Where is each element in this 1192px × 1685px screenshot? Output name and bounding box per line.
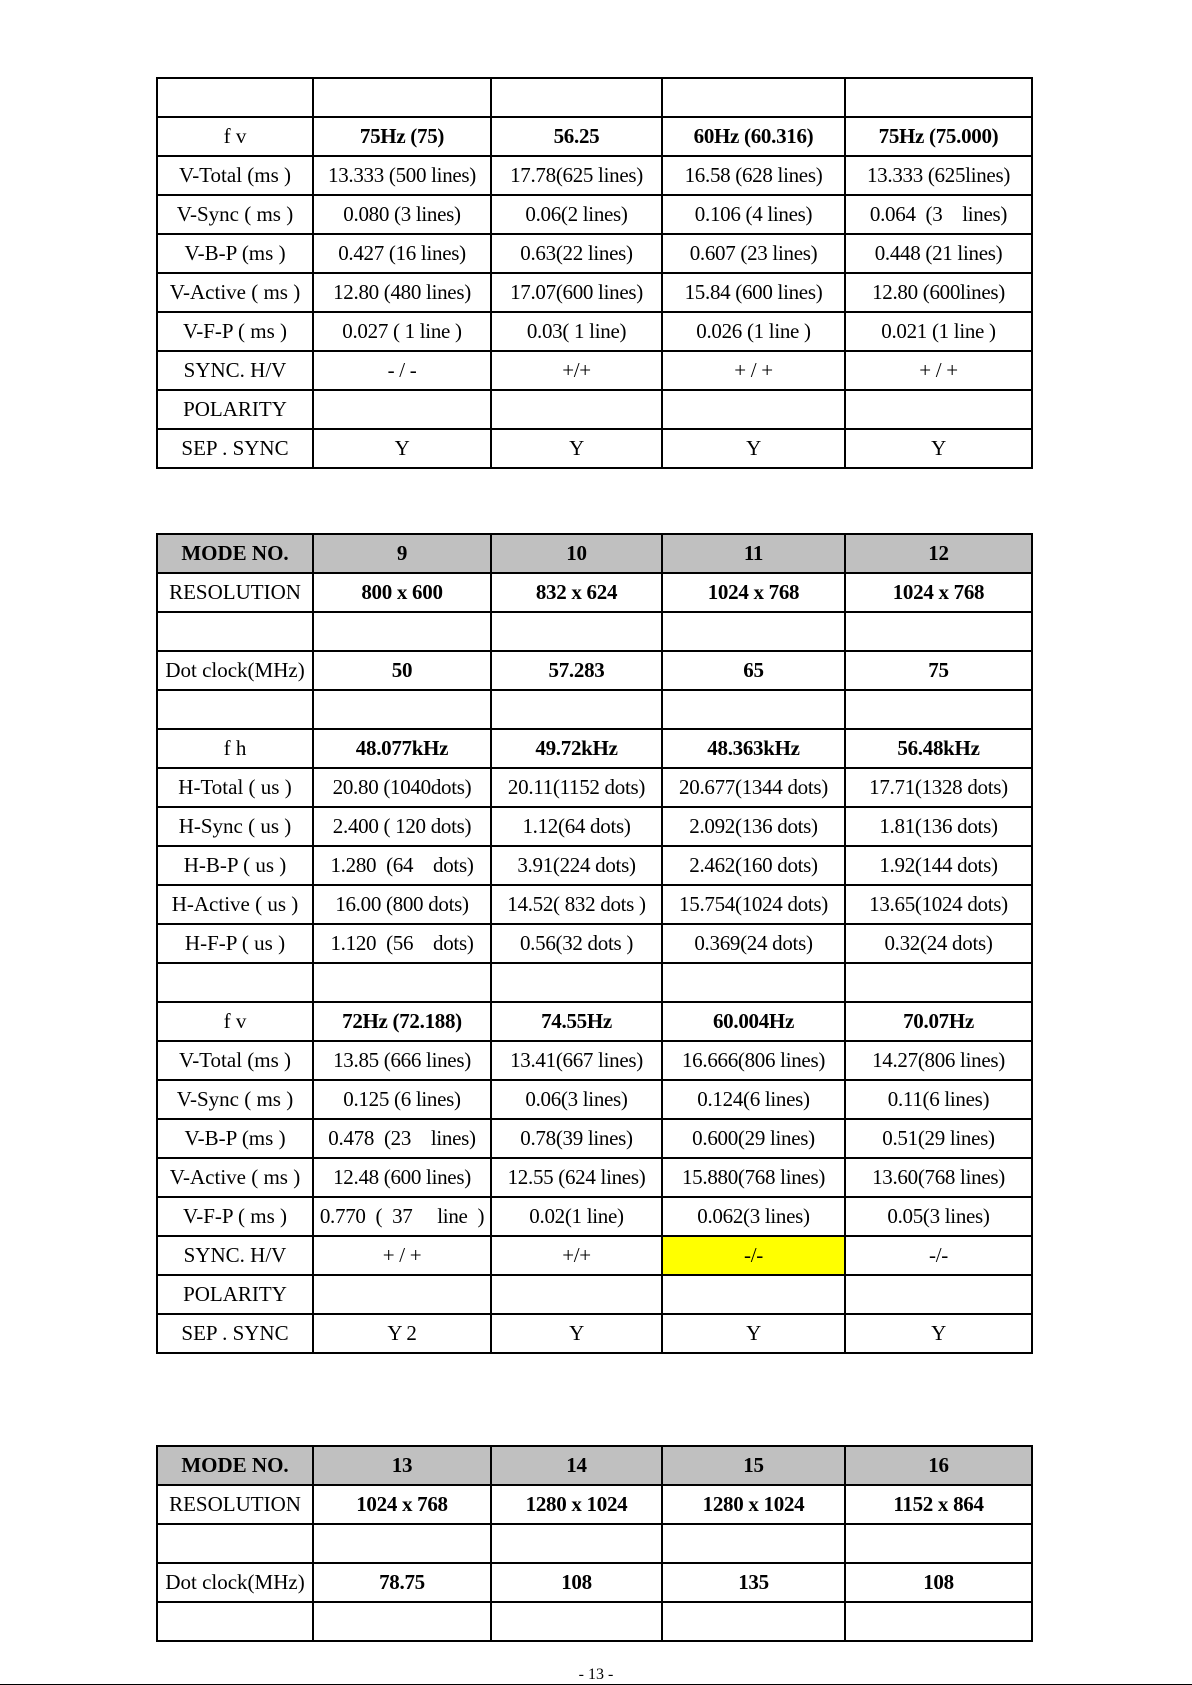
row-label-cell: MODE NO. <box>157 534 313 573</box>
table-row <box>157 117 1032 156</box>
table-row <box>157 690 1032 729</box>
table-row <box>157 1485 1032 1524</box>
value-cell <box>313 1275 491 1314</box>
value-cell: 13.60(768 lines) <box>845 1158 1032 1197</box>
value-cell: 15.880(768 lines) <box>662 1158 845 1197</box>
value-cell: 48.077kHz <box>313 729 491 768</box>
value-cell <box>313 612 491 651</box>
table-row <box>157 390 1032 429</box>
value-cell: 13.41(667 lines) <box>491 1041 662 1080</box>
value-cell <box>662 612 845 651</box>
value-cell: 1.280 (64 dots) <box>313 846 491 885</box>
table-row <box>157 573 1032 612</box>
value-cell: +/+ <box>491 1236 662 1275</box>
value-cell: -/- <box>845 1236 1032 1275</box>
value-cell <box>313 690 491 729</box>
value-cell: 75Hz (75) <box>313 117 491 156</box>
row-label-cell: H-B-P ( us ) <box>157 846 313 885</box>
table-row <box>157 273 1032 312</box>
row-label-cell: V-F-P ( ms ) <box>157 312 313 351</box>
value-cell: 56.25 <box>491 117 662 156</box>
value-cell: 1280 x 1024 <box>491 1485 662 1524</box>
value-cell: 0.06(2 lines) <box>491 195 662 234</box>
table-row <box>157 1197 1032 1236</box>
table-row <box>157 1602 1032 1641</box>
value-cell: 1.92(144 dots) <box>845 846 1032 885</box>
value-cell: 0.63(22 lines) <box>491 234 662 273</box>
value-cell: 1.12(64 dots) <box>491 807 662 846</box>
value-cell <box>845 390 1032 429</box>
value-cell: 2.462(160 dots) <box>662 846 845 885</box>
row-label-cell: H-Total ( us ) <box>157 768 313 807</box>
value-cell: Y <box>491 1314 662 1353</box>
table-row <box>157 1158 1032 1197</box>
row-label-cell: V-B-P (ms ) <box>157 1119 313 1158</box>
value-cell: 60Hz (60.316) <box>662 117 845 156</box>
value-cell: +/+ <box>491 351 662 390</box>
value-cell: 108 <box>845 1563 1032 1602</box>
table-row <box>157 429 1032 468</box>
value-cell: 0.51(29 lines) <box>845 1119 1032 1158</box>
table-row <box>157 312 1032 351</box>
value-cell: 16.58 (628 lines) <box>662 156 845 195</box>
value-cell: Y <box>845 429 1032 468</box>
value-cell: 1024 x 768 <box>313 1485 491 1524</box>
value-cell: 0.080 (3 lines) <box>313 195 491 234</box>
row-label-cell: V-Total (ms ) <box>157 156 313 195</box>
value-cell: + / + <box>313 1236 491 1275</box>
value-cell: 17.07(600 lines) <box>491 273 662 312</box>
value-cell: 0.448 (21 lines) <box>845 234 1032 273</box>
value-cell: 0.427 (16 lines) <box>313 234 491 273</box>
row-label-cell <box>157 963 313 1002</box>
value-cell: - / - <box>313 351 491 390</box>
value-cell <box>845 78 1032 117</box>
row-label-cell: V-F-P ( ms ) <box>157 1197 313 1236</box>
value-cell: 17.71(1328 dots) <box>845 768 1032 807</box>
value-cell: 1152 x 864 <box>845 1485 1032 1524</box>
value-cell <box>491 78 662 117</box>
value-cell <box>491 612 662 651</box>
row-label-cell <box>157 690 313 729</box>
value-cell: 135 <box>662 1563 845 1602</box>
table-row <box>157 612 1032 651</box>
table-row <box>157 1446 1032 1485</box>
row-label-cell: V-B-P (ms ) <box>157 234 313 273</box>
table-row <box>157 1041 1032 1080</box>
row-label-cell: f v <box>157 117 313 156</box>
value-cell: 0.369(24 dots) <box>662 924 845 963</box>
value-cell: Y <box>491 429 662 468</box>
value-cell: 20.11(1152 dots) <box>491 768 662 807</box>
value-cell: 1024 x 768 <box>845 573 1032 612</box>
value-cell: 0.106 (4 lines) <box>662 195 845 234</box>
value-cell <box>491 963 662 1002</box>
value-cell: 13 <box>313 1446 491 1485</box>
value-cell: 0.064 (3 lines) <box>845 195 1032 234</box>
row-label-cell <box>157 78 313 117</box>
value-cell: 3.91(224 dots) <box>491 846 662 885</box>
value-cell <box>313 1524 491 1563</box>
row-label-cell: POLARITY <box>157 1275 313 1314</box>
value-cell: 15.84 (600 lines) <box>662 273 845 312</box>
value-cell: 48.363kHz <box>662 729 845 768</box>
table-row <box>157 156 1032 195</box>
value-cell: 49.72kHz <box>491 729 662 768</box>
value-cell: 13.333 (625lines) <box>845 156 1032 195</box>
table-row <box>157 534 1032 573</box>
table-row <box>157 351 1032 390</box>
row-label-cell: Dot clock(MHz) <box>157 1563 313 1602</box>
value-cell: 1.81(136 dots) <box>845 807 1032 846</box>
row-label-cell: f v <box>157 1002 313 1041</box>
value-cell: 50 <box>313 651 491 690</box>
row-label-cell: V-Sync ( ms ) <box>157 1080 313 1119</box>
value-cell: 9 <box>313 534 491 573</box>
value-cell <box>313 963 491 1002</box>
value-cell: 0.56(32 dots ) <box>491 924 662 963</box>
value-cell: 20.80 (1040dots) <box>313 768 491 807</box>
value-cell: 0.027 ( 1 line ) <box>313 312 491 351</box>
value-cell: 0.026 (1 line ) <box>662 312 845 351</box>
value-cell: + / + <box>845 351 1032 390</box>
value-cell: 0.607 (23 lines) <box>662 234 845 273</box>
value-cell: 0.11(6 lines) <box>845 1080 1032 1119</box>
value-cell <box>491 390 662 429</box>
table-row <box>157 729 1032 768</box>
table-row <box>157 234 1032 273</box>
table-row <box>157 768 1032 807</box>
value-cell <box>662 963 845 1002</box>
table-row <box>157 924 1032 963</box>
value-cell: 0.770 ( 37 line ) <box>313 1197 491 1236</box>
value-cell: + / + <box>662 351 845 390</box>
value-cell: 12.48 (600 lines) <box>313 1158 491 1197</box>
value-cell: 0.78(39 lines) <box>491 1119 662 1158</box>
table-row <box>157 651 1032 690</box>
value-cell <box>662 1602 845 1641</box>
table-row <box>157 1314 1032 1353</box>
value-cell: 75 <box>845 651 1032 690</box>
value-cell: 0.062(3 lines) <box>662 1197 845 1236</box>
value-cell: 16 <box>845 1446 1032 1485</box>
value-cell: 12 <box>845 534 1032 573</box>
value-cell: 56.48kHz <box>845 729 1032 768</box>
value-cell: 832 x 624 <box>491 573 662 612</box>
row-label-cell: SEP . SYNC <box>157 429 313 468</box>
value-cell: 0.05(3 lines) <box>845 1197 1032 1236</box>
value-cell: 15.754(1024 dots) <box>662 885 845 924</box>
value-cell: 0.125 (6 lines) <box>313 1080 491 1119</box>
row-label-cell: SEP . SYNC <box>157 1314 313 1353</box>
value-cell: 2.092(136 dots) <box>662 807 845 846</box>
value-cell <box>313 78 491 117</box>
value-cell: 0.02(1 line) <box>491 1197 662 1236</box>
value-cell: Y 2 <box>313 1314 491 1353</box>
value-cell: -/- <box>662 1236 845 1275</box>
value-cell <box>313 390 491 429</box>
value-cell: 72Hz (72.188) <box>313 1002 491 1041</box>
value-cell: 1.120 (56 dots) <box>313 924 491 963</box>
value-cell: 1280 x 1024 <box>662 1485 845 1524</box>
table-row <box>157 1563 1032 1602</box>
row-label-cell: Dot clock(MHz) <box>157 651 313 690</box>
row-label-cell <box>157 1524 313 1563</box>
value-cell <box>845 1275 1032 1314</box>
row-label-cell: RESOLUTION <box>157 1485 313 1524</box>
value-cell <box>662 78 845 117</box>
row-label-cell: SYNC. H/V <box>157 1236 313 1275</box>
value-cell: 16.666(806 lines) <box>662 1041 845 1080</box>
value-cell: 12.80 (480 lines) <box>313 273 491 312</box>
row-label-cell: V-Active ( ms ) <box>157 1158 313 1197</box>
row-label-cell <box>157 612 313 651</box>
value-cell: Y <box>662 1314 845 1353</box>
value-cell: 10 <box>491 534 662 573</box>
table-row <box>157 1080 1032 1119</box>
value-cell: 78.75 <box>313 1563 491 1602</box>
value-cell: 13.85 (666 lines) <box>313 1041 491 1080</box>
value-cell: 0.06(3 lines) <box>491 1080 662 1119</box>
value-cell: 74.55Hz <box>491 1002 662 1041</box>
timing-table-modes-5-8 <box>156 77 1033 469</box>
value-cell: 14 <box>491 1446 662 1485</box>
table-row <box>157 1236 1032 1275</box>
value-cell: 75Hz (75.000) <box>845 117 1032 156</box>
value-cell: 1024 x 768 <box>662 573 845 612</box>
table-row <box>157 1002 1032 1041</box>
row-label-cell: H-Active ( us ) <box>157 885 313 924</box>
value-cell: 14.52( 832 dots ) <box>491 885 662 924</box>
value-cell: 15 <box>662 1446 845 1485</box>
value-cell <box>491 690 662 729</box>
value-cell: 13.65(1024 dots) <box>845 885 1032 924</box>
value-cell: 57.283 <box>491 651 662 690</box>
row-label-cell: V-Active ( ms ) <box>157 273 313 312</box>
value-cell: 0.03( 1 line) <box>491 312 662 351</box>
value-cell: 20.677(1344 dots) <box>662 768 845 807</box>
value-cell: 13.333 (500 lines) <box>313 156 491 195</box>
value-cell: 12.80 (600lines) <box>845 273 1032 312</box>
value-cell <box>845 690 1032 729</box>
value-cell: 0.600(29 lines) <box>662 1119 845 1158</box>
row-label-cell: H-Sync ( us ) <box>157 807 313 846</box>
row-label-cell: H-F-P ( us ) <box>157 924 313 963</box>
table-row <box>157 963 1032 1002</box>
table-row <box>157 885 1032 924</box>
value-cell: 60.004Hz <box>662 1002 845 1041</box>
value-cell: 65 <box>662 651 845 690</box>
table-row <box>157 1119 1032 1158</box>
table-row <box>157 78 1032 117</box>
row-label-cell <box>157 1602 313 1641</box>
value-cell <box>845 963 1032 1002</box>
row-label-cell: POLARITY <box>157 390 313 429</box>
table-row <box>157 1524 1032 1563</box>
value-cell <box>845 1602 1032 1641</box>
value-cell <box>491 1524 662 1563</box>
table-row <box>157 807 1032 846</box>
value-cell: 0.478 (23 lines) <box>313 1119 491 1158</box>
row-label-cell: MODE NO. <box>157 1446 313 1485</box>
value-cell <box>845 612 1032 651</box>
value-cell: 0.021 (1 line ) <box>845 312 1032 351</box>
row-label-cell: SYNC. H/V <box>157 351 313 390</box>
value-cell: 108 <box>491 1563 662 1602</box>
value-cell: 0.32(24 dots) <box>845 924 1032 963</box>
value-cell: Y <box>313 429 491 468</box>
row-label-cell: V-Total (ms ) <box>157 1041 313 1080</box>
page-number: - 13 - <box>578 1666 614 1683</box>
value-cell: 17.78(625 lines) <box>491 156 662 195</box>
timing-table-modes-13-16 <box>156 1445 1033 1642</box>
value-cell: 800 x 600 <box>313 573 491 612</box>
value-cell <box>662 1275 845 1314</box>
value-cell: Y <box>662 429 845 468</box>
row-label-cell: V-Sync ( ms ) <box>157 195 313 234</box>
value-cell: 0.124(6 lines) <box>662 1080 845 1119</box>
timing-table-modes-9-12 <box>156 533 1033 1354</box>
value-cell <box>845 1524 1032 1563</box>
value-cell: 16.00 (800 dots) <box>313 885 491 924</box>
value-cell <box>662 1524 845 1563</box>
value-cell <box>491 1602 662 1641</box>
value-cell: 70.07Hz <box>845 1002 1032 1041</box>
value-cell <box>662 690 845 729</box>
value-cell: 14.27(806 lines) <box>845 1041 1032 1080</box>
value-cell <box>491 1275 662 1314</box>
table-row <box>157 1275 1032 1314</box>
value-cell: Y <box>845 1314 1032 1353</box>
value-cell <box>662 390 845 429</box>
table-row <box>157 846 1032 885</box>
value-cell: 12.55 (624 lines) <box>491 1158 662 1197</box>
row-label-cell: RESOLUTION <box>157 573 313 612</box>
row-label-cell: f h <box>157 729 313 768</box>
value-cell <box>313 1602 491 1641</box>
value-cell: 11 <box>662 534 845 573</box>
table-row <box>157 195 1032 234</box>
value-cell: 2.400 ( 120 dots) <box>313 807 491 846</box>
